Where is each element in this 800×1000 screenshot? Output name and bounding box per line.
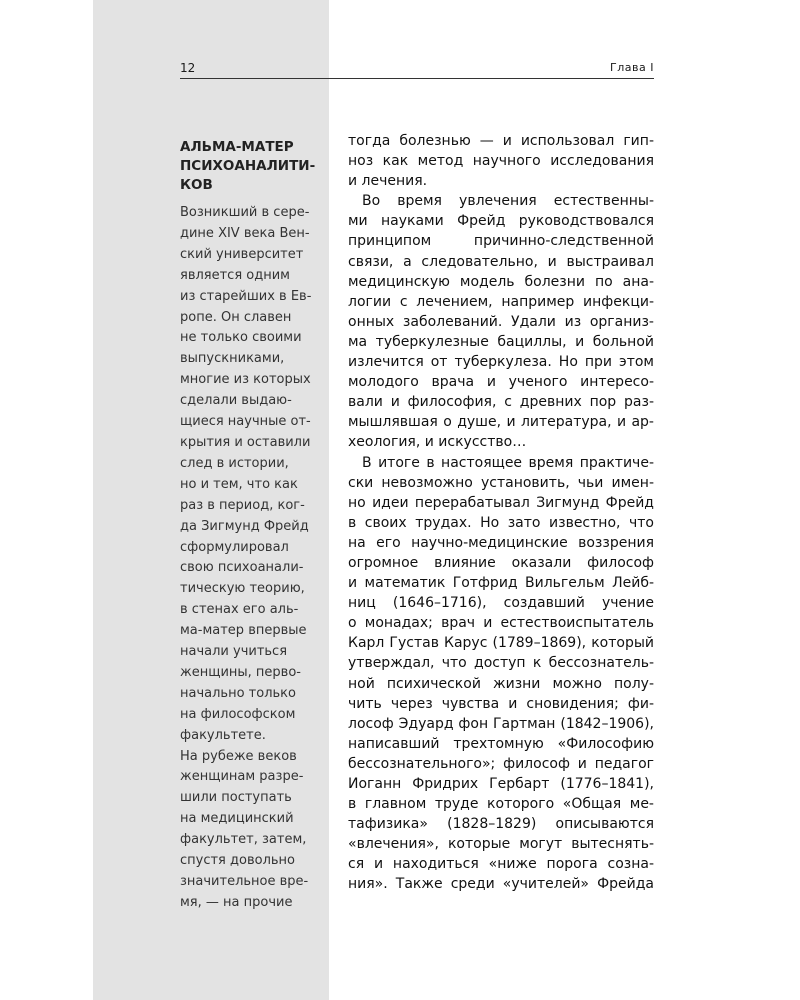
body-line: вали и философия, с древних пор раз- <box>348 394 654 411</box>
body-line: «влечения», которые могут вытеснять- <box>348 836 654 853</box>
body-line: хеология, и искусство… <box>348 434 527 451</box>
body-line: связи, а следовательно, и выстраивал <box>348 253 654 270</box>
sidebar-text-line: факультете. <box>180 727 266 743</box>
sidebar-text-line: выпускниками, <box>180 351 285 367</box>
body-line: написавший трехтомную «Философию <box>348 735 654 752</box>
body-line: излечится от туберкулеза. Но при этом <box>348 354 654 371</box>
body-line: ной психической жизни можно полу- <box>348 675 654 692</box>
sidebar-text-line: На рубеже веков <box>180 748 297 764</box>
body-line: мышлявшая о душе, и литература, и ар- <box>348 414 654 431</box>
chapter-label: Глава I <box>610 61 654 74</box>
sidebar-text-line: спустя довольно <box>180 853 295 869</box>
sidebar-text-line: сделали выдаю- <box>180 393 292 409</box>
sidebar-title-line: КОВ <box>180 177 213 193</box>
sidebar-text-line: свою психоанали- <box>180 560 304 576</box>
body-line: в главном труде которого «Общая ме- <box>348 796 654 813</box>
body-line: и математик Готфрид Вильгельм Лейб- <box>348 575 654 592</box>
sidebar-title <box>180 138 315 195</box>
body-line: принципом причинно-следственной <box>348 233 654 250</box>
sidebar-text-line: значительное вре- <box>180 874 309 889</box>
sidebar-text-line: на философском <box>180 706 296 722</box>
page-number: 12 <box>180 61 196 75</box>
sidebar-text-line: является одним <box>180 267 290 283</box>
sidebar-text-line: из старейших в Ев- <box>180 288 312 304</box>
sidebar-text-line: Возникший в сере- <box>180 205 310 220</box>
body-line: тогда болезнью — и использовал гип- <box>348 133 654 149</box>
body-line: ния». Также среди «учителей» Фрейда <box>348 876 654 893</box>
sidebar-text-line: тическую теорию, <box>180 581 305 597</box>
body-line: ски невозможно установить, чьи имен- <box>348 474 654 491</box>
body-line: ся и находиться «ниже порога созна- <box>348 856 654 873</box>
body-line: ма туберкулезные бациллы, и больной <box>348 333 654 350</box>
body-line: Иоганн Фридрих Гербарт (1776–1841), <box>348 776 654 792</box>
body-line: онных заболеваний. Удали из организ- <box>348 313 654 330</box>
sidebar-text-line: но и тем, что как <box>180 476 298 492</box>
body-line: Во время увлечения естественны- <box>362 193 654 210</box>
sidebar-text-line: крытия и оставили <box>180 434 311 450</box>
body-line: В итоге в настоящее время практиче- <box>362 454 654 471</box>
sidebar-text <box>180 203 315 914</box>
sidebar-text-line: след в истории, <box>180 455 289 471</box>
body-line: утверждал, что доступ к бессознатель- <box>348 655 654 672</box>
sidebar-title-line: ПСИХОАНАЛИТИ- <box>180 158 316 174</box>
sidebar-text-line: ский университет <box>180 246 304 262</box>
body-line: и лечения. <box>348 173 428 190</box>
body-line: Карл Густав Карус (1789–1869), который <box>348 635 654 652</box>
body-line: бессознательного»; философ и педагог <box>348 755 654 772</box>
body-line: чить через чувства и сновидения; фи- <box>348 695 654 712</box>
body-line: лософ Эдуард фон Гартман (1842–1906), <box>348 715 654 732</box>
sidebar-text-line: ропе. Он славен <box>180 309 292 325</box>
body-line: тафизика» (1828–1829) описываются <box>348 816 654 833</box>
body-line: на его научно-медицинские воззрения <box>348 534 654 551</box>
sidebar-text-line: дине XIV века Вен- <box>180 225 310 241</box>
sidebar-text-line: мя, — на прочие <box>180 894 293 910</box>
sidebar-text-line: да Зигмунд Фрейд <box>180 518 309 534</box>
running-header <box>180 60 654 79</box>
sidebar-text-line: ма-матер впервые <box>180 623 307 639</box>
sidebar-text-line: щиеся научные от- <box>180 414 311 430</box>
sidebar-title-line: АЛЬМА-МАТЕР <box>180 139 294 155</box>
sidebar-text-line: сформулировал <box>180 539 289 555</box>
sidebar-text-line: женщины, перво- <box>180 664 301 680</box>
sidebar-text-line: начально только <box>180 685 296 701</box>
body-line: огромное влияние оказали философ <box>348 554 654 571</box>
sidebar-text-line: многие из которых <box>180 372 311 388</box>
body-line: о монадах; врач и естествоиспытатель <box>348 615 654 632</box>
body-line: ноз как метод научного исследования <box>348 153 654 170</box>
main-body-text <box>348 131 654 895</box>
body-line: ниц (1646–1716), создавший учение <box>348 595 654 612</box>
body-line: но идеи перерабатывал Зигмунд Фрейд <box>348 494 654 511</box>
sidebar-text-line: шили поступать <box>180 790 292 806</box>
body-line: логии с лечением, например инфекци- <box>348 293 654 310</box>
body-line: в своих трудах. Но зато известно, что <box>348 514 654 531</box>
sidebar-text-line: не только своими <box>180 330 302 346</box>
sidebar-text-line: женщинам разре- <box>180 769 304 785</box>
sidebar-text-line: факультет, затем, <box>180 832 307 848</box>
sidebar-text-line: в стенах его аль- <box>180 602 299 618</box>
sidebar-text-line: на медицинский <box>180 811 294 827</box>
body-line: ми науками Фрейд руководствовался <box>348 213 654 230</box>
sidebar-text-line: начали учиться <box>180 644 288 660</box>
body-line: медицинскую модель болезни по ана- <box>348 273 654 290</box>
sidebar-text-line: раз в период, ког- <box>180 497 305 513</box>
body-line: молодого врача и ученого интересо- <box>348 374 654 391</box>
